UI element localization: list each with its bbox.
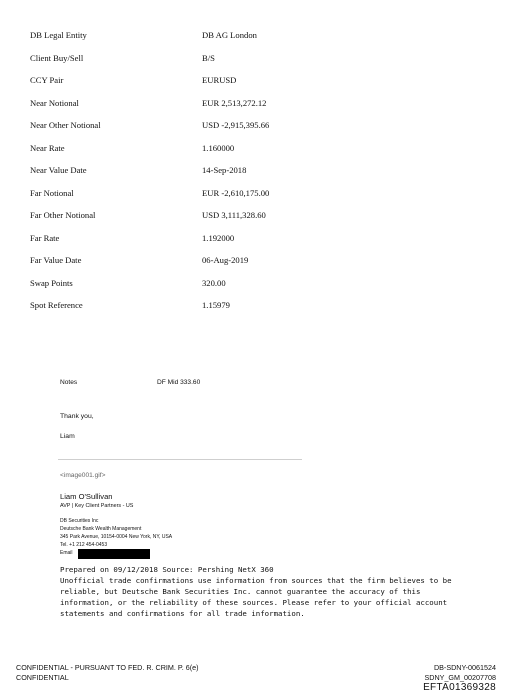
field-value: 1.192000 (202, 232, 235, 243)
footer-bates-number: SDNY_GM_00207708 (424, 673, 496, 682)
field-label: Near Other Notional (30, 120, 101, 130)
disclaimer-line: Prepared on 09/12/2018 Source: Pershing NetX 360 (60, 565, 274, 574)
field-value: 1.15979 (202, 300, 230, 310)
notes-value: DF Mid 333.60 (157, 379, 201, 386)
field-label: Far Notional (30, 187, 74, 198)
field-label: Client Buy/Sell (30, 52, 84, 63)
field-value: B/S (202, 52, 215, 63)
table-row (30, 98, 490, 114)
field-value: EURUSD (202, 75, 237, 85)
table-row (30, 53, 490, 69)
table-row (30, 75, 490, 91)
table-row (30, 143, 490, 159)
field-label: Far Value Date (30, 255, 82, 265)
greeting-thanks: Thank you, (60, 413, 94, 420)
footer-confidential: CONFIDENTIAL (16, 673, 69, 682)
footer-confidential-notice: CONFIDENTIAL - PURSUANT TO FED. R. CRIM. P. 6(e) (16, 663, 199, 672)
field-label: Spot Reference (30, 300, 83, 310)
signature-name: Liam O'Sullivan (60, 492, 113, 501)
footer-efta-number: EFTA01369328 (423, 682, 496, 693)
greeting-name: Liam (60, 433, 75, 440)
disclaimer-line: statements and confirmations for all trade information. (60, 609, 305, 618)
field-value: 14-Sep-2018 (202, 165, 247, 175)
disclaimer-line: information, or the reliability of these sources. Please refer to your official account (60, 598, 448, 607)
signature-email-label: Email (60, 550, 73, 556)
redaction-box (78, 549, 150, 559)
field-label: Far Other Notional (30, 210, 96, 220)
signature-division: Deutsche Bank Wealth Management (60, 526, 142, 532)
field-label: Near Value Date (30, 165, 87, 175)
field-label: DB Legal Entity (30, 30, 87, 40)
field-value: EUR -2,610,175.00 (202, 187, 270, 198)
field-value: 06-Aug-2019 (202, 255, 249, 265)
footer-bates-number: DB-SDNY-0061524 (433, 663, 496, 672)
disclaimer-line: Unofficial trade confirmations use information from sources that the firm believes to be (60, 576, 452, 585)
notes-label: Notes (60, 379, 78, 386)
table-row (30, 30, 490, 46)
table-row (30, 278, 490, 294)
field-value: USD 3,111,328.60 (202, 210, 266, 220)
table-row (30, 188, 490, 204)
field-value: DB AG London (202, 30, 257, 40)
field-value: USD -2,915,395.66 (202, 120, 270, 130)
signature-address: 345 Park Avenue, 10154-0004 New York, NY, USA (60, 534, 173, 540)
disclaimer-line: reliable, but Deutsche Bank Securities Inc. cannot guarantee the accuracy of this (60, 587, 421, 596)
table-row (30, 255, 490, 271)
table-row (30, 120, 490, 136)
divider (58, 459, 302, 460)
field-label: Near Notional (30, 97, 79, 108)
table-row (30, 233, 490, 249)
field-value: 320.00 (202, 277, 226, 288)
field-value: EUR 2,513,272.12 (202, 97, 267, 108)
image-placeholder: <image001.gif> (60, 472, 106, 479)
table-row (30, 300, 490, 316)
field-label: Swap Points (30, 277, 73, 288)
field-value: 1.160000 (202, 142, 235, 153)
signature-company: DB Securities Inc (60, 518, 99, 524)
table-row (30, 210, 490, 226)
field-label: CCY Pair (30, 75, 64, 85)
field-label: Near Rate (30, 142, 65, 153)
signature-tel: Tel. +1 212 454-0453 (60, 542, 108, 548)
signature-title: AVP | Key Client Partners - US (60, 503, 134, 509)
field-label: Far Rate (30, 232, 60, 243)
table-row (30, 165, 490, 181)
